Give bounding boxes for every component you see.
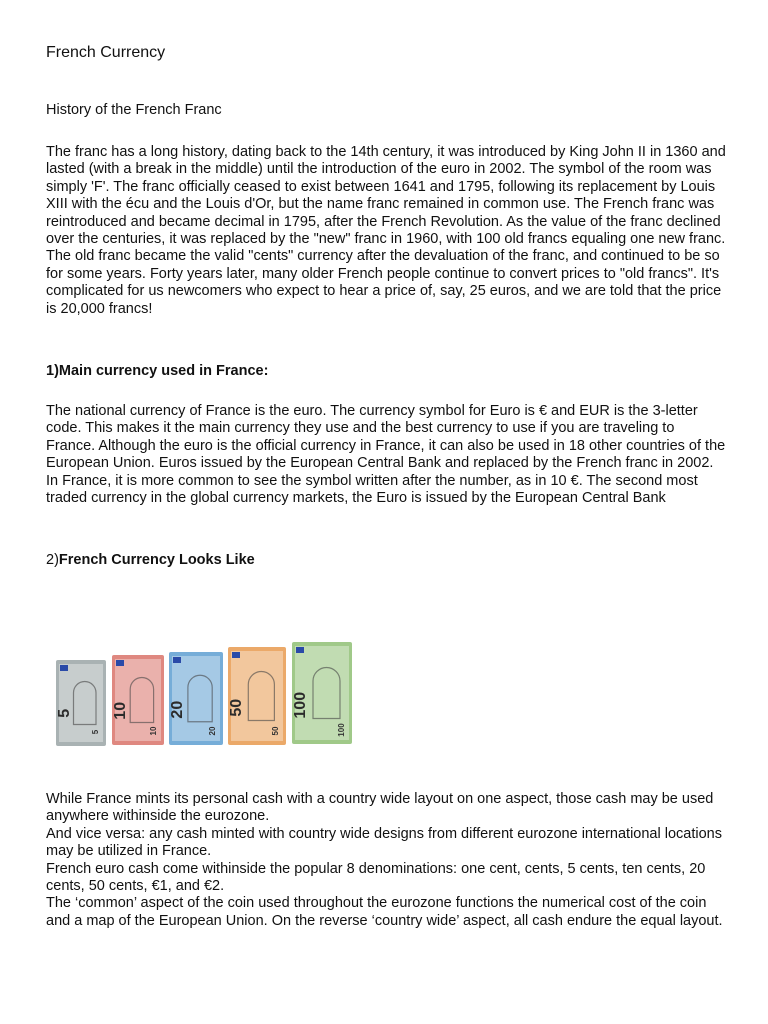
eu-flag-icon	[232, 652, 240, 658]
eu-flag-icon	[296, 647, 304, 653]
banknote-10	[112, 655, 164, 745]
banknote-denomination-small: 5	[91, 729, 100, 735]
banknote-denomination: 20	[169, 700, 186, 719]
banknote-5	[56, 660, 106, 746]
euro-banknotes-image	[52, 604, 362, 774]
history-paragraph	[46, 144, 726, 318]
banknote-denomination-small: 10	[149, 726, 158, 736]
banknote-50	[228, 647, 286, 745]
banknote-denomination: 100	[292, 691, 309, 719]
eu-flag-icon	[116, 660, 124, 666]
banknote-20	[169, 652, 223, 745]
banknote-denomination-small: 20	[208, 726, 217, 736]
banknote-denomination: 10	[112, 701, 129, 720]
section2-heading: French Currency Looks Like	[58, 552, 255, 568]
banknote-denomination: 50	[228, 698, 245, 717]
eu-flag-icon	[60, 665, 68, 671]
page-title: French Currency	[46, 44, 166, 61]
section1-text: The national currency of France is the euro. The currency symbol for Euro is € and EUR is the 3-letter code. This makes it the main currency they use and the best currency to use if you are traveling to France. Although the euro is the official currency in France, it can also be used in 18 other countries of the European Union. Euros issued by the European Central Bank and replaced by the French franc in 2002. In France, it is more common to see the symbol written after the number, as in 10 €. The second most traded currency in the global currency markets, the Euro is issued by the European Central Bank	[46, 403, 726, 507]
banknote-denomination-small: 50	[271, 726, 280, 736]
history-text: The franc has a long history, dating back to the 14th century, it was introduced by King John II in 1360 and lasted (with a break in the middle) until the introduction of the euro in 2002. The symbol of the room was simply 'F'. The franc officially ceased to exist between 1641 and 1795, following its replacement by Louis XIII with the écu and the Louis d'Or, but the name franc remained in common use. The French franc was reintroduced and became decimal in 1795, after the French Revolution. As the value of the franc declined over the centuries, it was replaced by the "new" franc in 1960, with 100 old francs equaling one new franc. The old franc became the valid "cents" currency after the devaluation of the franc, and continued to be so for some years. Forty years later, many older French people continue to convert prices to "old francs". It's complicated for us newcomers who expect to hear a price of, say, 25 euros, and we are told that the price is 20,000 francs!	[46, 144, 726, 317]
history-heading: History of the French Franc	[46, 102, 222, 118]
section1-paragraph	[46, 403, 726, 507]
eu-flag-icon	[173, 657, 181, 663]
banknote-100	[292, 642, 352, 744]
banknote-denomination: 5	[56, 708, 73, 718]
banknote-denomination-small: 100	[337, 723, 346, 737]
closing-paragraph-1: While France mints its personal cash with a country wide layout on one aspect, those cash may be used anywhere withinside the eurozone.	[46, 791, 714, 825]
section2-number: 2)	[46, 552, 59, 568]
closing-paragraph-2: And vice versa: any cash minted with country wide designs from different eurozone international locations may be utilized in France.	[46, 825, 722, 860]
closing-paragraphs	[46, 791, 726, 930]
closing-paragraph-3: French euro cash come withinside the popular 8 denominations: one cent, cents, 5 cents, ten cents, 20 cents, 50 cents, €1, and €2.	[46, 860, 706, 895]
closing-paragraph-4: The ‘common’ aspect of the coin used throughout the eurozone functions the numerical cost of the coin and a map of the European Union. On the reverse ‘country wide’ aspect, all cash endure the equal layout.	[46, 895, 723, 929]
section1-heading: 1)Main currency used in France:	[46, 363, 269, 379]
section2-heading-row	[46, 550, 255, 570]
